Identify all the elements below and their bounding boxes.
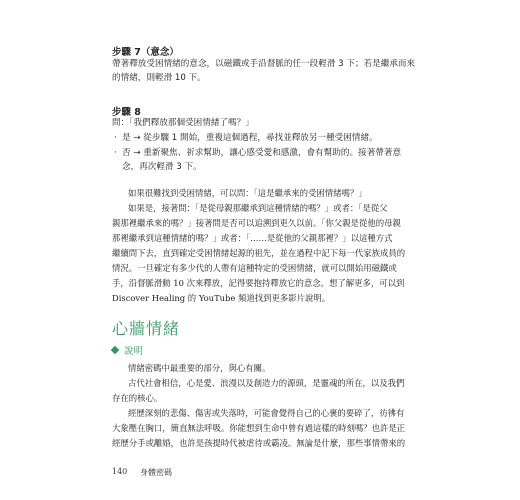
body-paragraph-line: Discover Healing 的 YouTube 頻道找到更多影片說明。 <box>112 293 331 303</box>
book-title-footer: 身體密碼 <box>140 468 172 477</box>
section-paragraph-line: 情緒密碼中最重要的部分，與心有關。 <box>128 363 271 373</box>
bullet-marker: · <box>114 148 117 158</box>
body-paragraph-line: 那裡繼承到這種情緒的嗎？」或者：「……是從他的父親那裡？」以這種方式 <box>112 233 393 243</box>
diamond-bullet-icon <box>111 346 119 354</box>
step-8-title: 步驟 8 <box>112 107 141 118</box>
step-8-question: 問：「我們釋放那個受困情緒了嗎？」 <box>112 118 254 128</box>
section-paragraph-line: 經歷分手或離婚，也許是孩提時代被虐待或霸凌。無論是什麼，那些事情帶來的 <box>112 438 406 448</box>
subhead-label: 說明 <box>124 346 144 357</box>
body-paragraph-line: 如果是，接著問：「是從母親那繼承到這種情緒的嗎？」或者：「是從父 <box>128 203 388 213</box>
section-paragraph-line: 大象壓在胸口，簡直無法呼吸。你能想到生命中曾有過這樣的時刻嗎？也許是正 <box>112 423 406 433</box>
bullet-text-no-continued: 念，再次輕滑 3 下。 <box>122 162 202 172</box>
step-7-line: 的情緒，則輕滑 10 下。 <box>112 73 206 83</box>
step-7-line: 帶著釋放受困情緒的意念，以磁鐵或手沿督脈的任一段輕滑 3 下；若是繼承而來 <box>112 59 416 69</box>
bullet-text-no: 否 → 重新聚焦、祈求幫助，讓心感受愛和感激，會有幫助的。接著帶著意 <box>122 148 402 158</box>
body-paragraph-line: 手，沿督脈滑動 10 次來釋放，記得要抱持釋放它的意念。想了解更多，可以到 <box>112 278 405 288</box>
section-paragraph-line: 古代社會相信，心是愛、浪漫以及創造力的源頭，是靈魂的所在，以及我們 <box>128 378 405 388</box>
page-number: 140 <box>112 467 128 476</box>
section-paragraph-line: 存在的核心。 <box>112 393 163 403</box>
section-paragraph-line: 經歷深刻的悲傷、傷害或失落時，可能會覺得自己的心裹的要碎了，彷彿有 <box>128 408 405 418</box>
bullet-text-yes: 是 → 從步驟 1 開始，重複這個過程，尋找並釋放另一種受困情緒。 <box>122 133 378 143</box>
body-paragraph-line: 如果很難找到受困情緒，可以問：「這是繼承來的受困情緒嗎？」 <box>128 188 367 198</box>
body-paragraph-line: 親那裡繼承來的嗎？」接著問是否可以追溯到更久以前。「你父親是從他的母親 <box>112 218 401 228</box>
bullet-marker: · <box>114 133 117 143</box>
body-paragraph-line: 情況。一旦確定有多少代的人帶有這種特定的受困情緒，就可以開始用磁鐵或 <box>112 263 397 273</box>
section-subhead <box>112 343 143 357</box>
body-paragraph-line: 繼續問下去，直到確定受困情緒起源的祖先，並在過程中記下每一代家族成員的 <box>112 248 406 258</box>
step-7-title: 步驟 7（意念） <box>112 47 179 58</box>
section-title: 心牆情緒 <box>112 319 181 338</box>
